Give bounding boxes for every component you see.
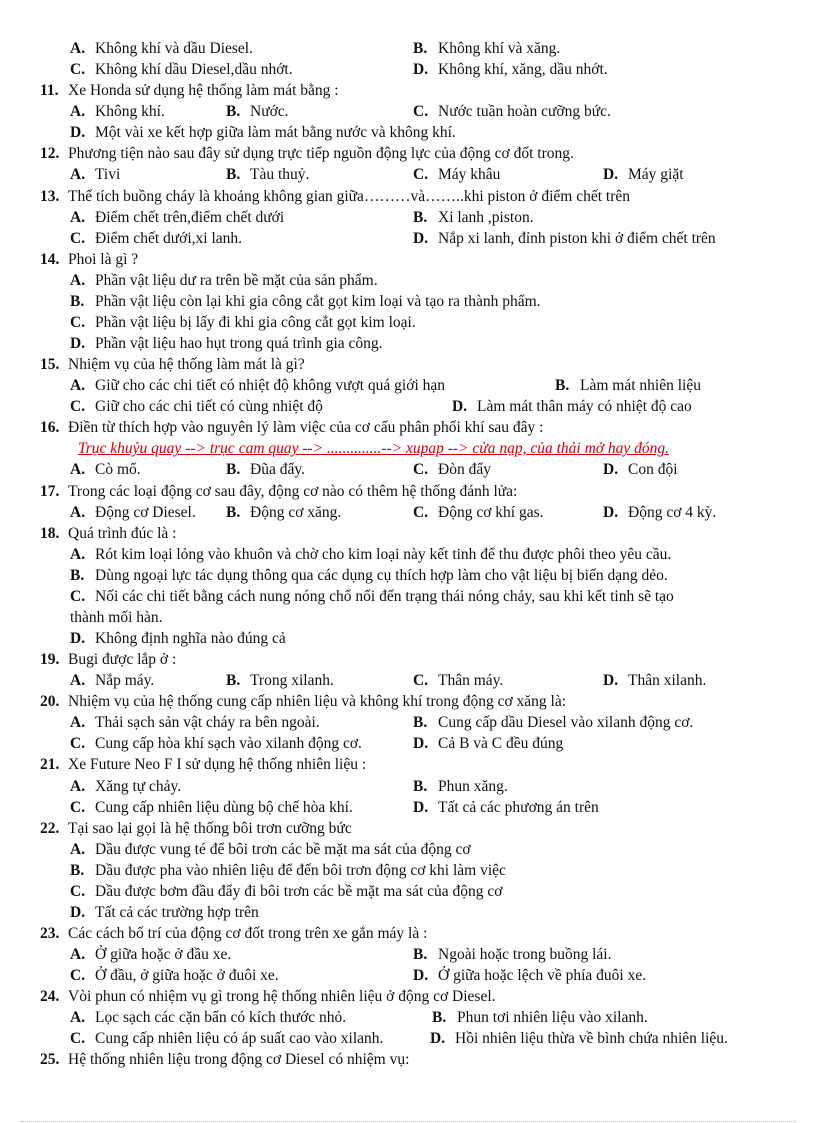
option-letter: D. [603,166,619,184]
option-letter: A. [70,166,86,184]
question-text: Các cách bố trí của động cơ đốt trong trên xe gắn máy là : [68,924,428,942]
option-letter: C. [70,229,86,247]
question-text: Phoi là gì ? [68,250,139,268]
option-letter: D. [70,903,86,921]
option-text: Thân xilanh. [628,672,707,690]
text-line [0,691,816,712]
question-number: 23. [40,924,60,942]
option-letter: D. [413,735,429,753]
option-text: Hồi nhiên liệu thừa về bình chứa nhiên liệu. [455,1030,728,1048]
text-line [0,628,816,649]
question-number: 21. [40,756,60,774]
text-line [0,1028,816,1049]
page-bottom-divider [20,1121,796,1122]
option-letter: B. [70,292,85,310]
question-text: Xe Future Neo F I sử dụng hệ thống nhiên liệu : [68,756,367,774]
option-letter: A. [70,461,86,479]
text-line [0,459,816,480]
question-text: Thể tích buồng cháy là khoảng không gian giữa………và……..khi piston ở điểm chết trên [68,187,630,205]
option-letter: B. [413,208,428,226]
option-letter: B. [226,672,241,690]
text-line [0,649,816,670]
option-text: Máy khâu [438,166,501,184]
option-text: Đũa đẩy. [250,461,305,479]
option-text: Động cơ 4 kỳ. [628,503,717,521]
option-letter: C. [70,61,86,79]
option-letter: B. [226,103,241,121]
fill-in-prompt: Trục khuỷu quay --> trục cam quay --> ..............--> xupap --> cửa nạp, của thải mở hay đóng. [78,440,670,458]
question-text: Xe Honda sử dụng hệ thống làm mát bằng : [68,82,339,100]
option-letter: D. [413,798,429,816]
option-text: Không định nghĩa nào đúng cả [95,630,286,647]
question-text: Nhiệm vụ của hệ thống cung cấp nhiên liệu và không khí trong động cơ xăng là: [68,693,567,711]
question-number: 24. [40,988,60,1006]
text-line [0,186,816,207]
option-letter: B. [413,40,428,57]
option-text: Đòn đẩy [438,461,491,479]
option-text: Không khí dầu Diesel,dầu nhớt. [95,61,293,79]
option-letter: B. [226,503,241,521]
option-letter: C. [70,1030,86,1048]
question-text: Quá trình đúc là : [68,524,177,542]
option-letter: A. [70,840,86,858]
option-text: Không khí và xăng. [438,40,561,57]
option-text: Thải sạch sản vật cháy ra bên ngoài. [95,714,320,732]
text-line [0,965,816,986]
option-letter: B. [70,861,85,879]
text-line [0,249,816,270]
question-text: Vòi phun có nhiệm vụ gì trong hệ thống nhiên liệu ở động cơ Diesel. [68,988,496,1006]
option-letter: D. [70,630,86,647]
option-letter: A. [70,672,86,690]
option-text: Ở giữa hoặc ở đầu xe. [95,946,232,963]
option-letter: A. [70,1009,86,1027]
option-text: Tất cả các phương án trên [438,798,599,816]
question-number: 25. [40,1051,60,1069]
option-letter: A. [70,103,86,121]
text-line [0,607,816,628]
option-letter: C. [70,398,86,416]
question-number: 16. [40,419,60,437]
option-text: Dầu được bơm đầu đẩy đi bôi trơn các bề mặt ma sát của động cơ [95,882,503,900]
text-line [0,1049,816,1070]
option-text: Cung cấp dầu Diesel vào xilanh động cơ. [438,714,694,732]
text-line [0,502,816,523]
question-text: Phương tiện nào sau đây sử dụng trực tiếp nguồn động lực của động cơ đốt trong. [68,145,574,163]
option-letter: C. [70,967,86,985]
option-letter: B. [226,461,241,479]
option-letter: D. [70,335,86,352]
option-text: Không khí, xăng, dầu nhớt. [438,61,608,79]
option-text: Làm mát thân máy có nhiệt độ cao [477,398,692,416]
text-line [0,544,816,565]
text-run: thành mối hàn. [70,608,163,626]
text-line [0,122,816,143]
text-line [0,712,816,733]
option-letter: D. [413,61,429,79]
option-letter: A. [70,503,86,521]
text-line [0,143,816,164]
option-text: Con đội [628,461,678,479]
text-line [0,818,816,839]
option-text: Dầu được pha vào nhiên liệu để đến bôi trơn động cơ khi làm việc [95,861,506,879]
option-text: Cung cấp nhiên liệu có áp suất cao vào xilanh. [95,1030,384,1048]
question-number: 11. [40,82,59,100]
option-letter: B. [413,946,428,963]
text-line [0,312,816,333]
text-line [0,164,816,185]
option-text: Nắp máy. [95,672,155,690]
option-letter: A. [70,271,86,289]
option-text: Làm mát nhiên liệu [580,377,701,395]
option-letter: B. [226,166,241,184]
option-text: Động cơ Diesel. [95,503,196,521]
option-letter: B. [413,777,428,795]
option-text: Phun tơi nhiên liệu vào xilanh. [457,1009,648,1027]
option-letter: D. [452,398,468,416]
text-line [0,860,816,881]
option-letter: D. [430,1030,446,1048]
option-letter: A. [70,714,86,732]
text-line [0,565,816,586]
text-line [0,38,816,59]
text-line [0,375,816,396]
text-line [0,438,816,459]
option-text: Tàu thuỷ. [250,166,310,184]
text-line [0,101,816,122]
option-text: Một vài xe kết hợp giữa làm mát bằng nước và không khí. [95,124,456,142]
option-text: Động cơ khí gas. [438,503,544,521]
option-letter: C. [70,882,86,900]
option-letter: A. [70,40,86,57]
question-text: Nhiệm vụ của hệ thống làm mát là gì? [68,356,305,374]
option-text: Tất cả các trường hợp trên [95,903,259,921]
option-text: Máy giặt [628,166,684,184]
option-text: Động cơ xăng. [250,503,342,521]
text-line [0,944,816,965]
option-letter: D. [413,967,429,985]
option-letter: C. [70,798,86,816]
option-text: Thân máy. [438,672,504,690]
option-text: Phần vật liệu dư ra trên bề mặt của sản phẩm. [95,271,378,289]
option-letter: C. [413,672,429,690]
option-letter: B. [432,1009,447,1027]
text-line [0,228,816,249]
option-text: Phun xăng. [438,777,508,795]
question-number: 20. [40,693,60,711]
option-letter: A. [70,946,86,963]
option-text: Điểm chết dưới,xi lanh. [95,229,243,247]
text-line [0,333,816,354]
option-text: Cò mổ. [95,461,141,479]
option-letter: B. [413,714,428,732]
option-text: Cả B và C đều đúng [438,735,564,753]
option-text: Nối các chi tiết bằng cách nung nóng chổ nối đến trạng thái nóng chảy, sau khi kết tinh sẽ tạo [95,587,674,605]
option-text: Xăng tự chảy. [95,777,182,795]
text-line [0,839,816,860]
text-line [0,754,816,775]
text-line [0,354,816,375]
option-letter: D. [603,672,619,690]
text-line [0,881,816,902]
option-text: Ngoài hoặc trong buồng lái. [438,946,612,963]
option-text: Phần vật liệu còn lại khi gia công cắt gọt kim loại và tạo ra thành phẩm. [95,292,541,310]
question-number: 22. [40,819,60,837]
option-text: Phần vật liệu bị lấy đi khi gia công cắt gọt kim loại. [95,313,416,331]
text-line [0,923,816,944]
option-text: Cung cấp hòa khí sạch vào xilanh động cơ. [95,735,362,753]
option-text: Nước tuần hoàn cưỡng bức. [438,103,611,121]
option-letter: D. [603,503,619,521]
option-text: Giữ cho các chi tiết có nhiệt độ không vượt quá giới hạn [95,377,445,395]
text-line [0,80,816,101]
option-letter: C. [413,503,429,521]
option-letter: C. [413,103,429,121]
option-text: Cung cấp nhiên liệu dùng bộ chế hòa khí. [95,798,353,816]
option-text: Giữ cho các chi tiết có cùng nhiệt độ [95,398,323,416]
text-line [0,481,816,502]
option-text: Không khí và dầu Diesel. [95,40,253,57]
option-letter: D. [70,124,86,142]
option-text: Nắp xi lanh, đỉnh piston khi ở điểm chết trên [438,229,716,247]
question-number: 12. [40,145,60,163]
text-line [0,986,816,1007]
question-text: Tại sao lại gọi là hệ thống bôi trơn cưỡng bức [68,819,352,837]
text-line [0,797,816,818]
option-text: Tivi [95,166,121,184]
option-letter: A. [70,777,86,795]
option-text: Dùng ngoại lực tác dụng thông qua các dụng cụ thích hợp làm cho vật liệu bị biến dạng dẻo. [95,566,668,584]
question-text: Bugi được lắp ở : [68,651,177,668]
text-line [0,776,816,797]
text-line [0,670,816,691]
option-letter: C. [70,587,86,605]
question-text: Trong các loại động cơ sau đây, động cơ nào có thêm hệ thống đánh lửa: [68,482,518,500]
option-letter: B. [70,566,85,584]
question-number: 15. [40,356,60,374]
text-line [0,417,816,438]
option-letter: C. [413,166,429,184]
question-number: 18. [40,524,60,542]
option-text: Xi lanh ,piston. [438,208,534,226]
text-line [0,207,816,228]
option-letter: A. [70,208,86,226]
text-line [0,59,816,80]
text-line [0,270,816,291]
option-letter: D. [413,229,429,247]
text-line [0,396,816,417]
option-text: Trong xilanh. [250,672,334,690]
text-line [0,523,816,544]
question-number: 13. [40,187,60,205]
option-text: Nước. [250,103,289,121]
text-line [0,902,816,923]
option-text: Ở đầu, ở giữa hoặc ở đuôi xe. [95,967,279,985]
question-number: 17. [40,482,60,500]
option-letter: B. [555,377,570,395]
option-letter: A. [70,545,86,563]
option-text: Không khí. [95,103,165,121]
question-text: Điền từ thích hợp vào nguyên lý làm việc của cơ cấu phân phối khí sau đây : [68,419,544,437]
text-line [0,291,816,312]
option-text: Ở giữa hoặc lệch về phía đuôi xe. [438,967,647,985]
text-line [0,1007,816,1028]
question-number: 14. [40,250,60,268]
question-text: Hệ thống nhiên liệu trong động cơ Diesel có nhiệm vụ: [68,1051,410,1069]
option-letter: D. [603,461,619,479]
question-number: 19. [40,651,60,668]
option-text: Dầu được vung té để bôi trơn các bề mặt ma sát của động cơ [95,840,471,858]
option-letter: C. [413,461,429,479]
option-text: Lọc sạch các cặn bẩn có kích thước nhỏ. [95,1009,347,1027]
option-text: Điểm chết trên,điểm chết dưới [95,208,285,226]
option-text: Phần vật liệu hao hụt trong quá trình gia công. [95,335,383,352]
text-line [0,733,816,754]
option-letter: A. [70,377,86,395]
option-letter: C. [70,735,86,753]
option-letter: C. [70,313,86,331]
text-line [0,586,816,607]
option-text: Rót kim loại lỏng vào khuôn và chờ cho kim loại này kết tinh để thu được phôi theo yêu cầu. [95,545,672,563]
